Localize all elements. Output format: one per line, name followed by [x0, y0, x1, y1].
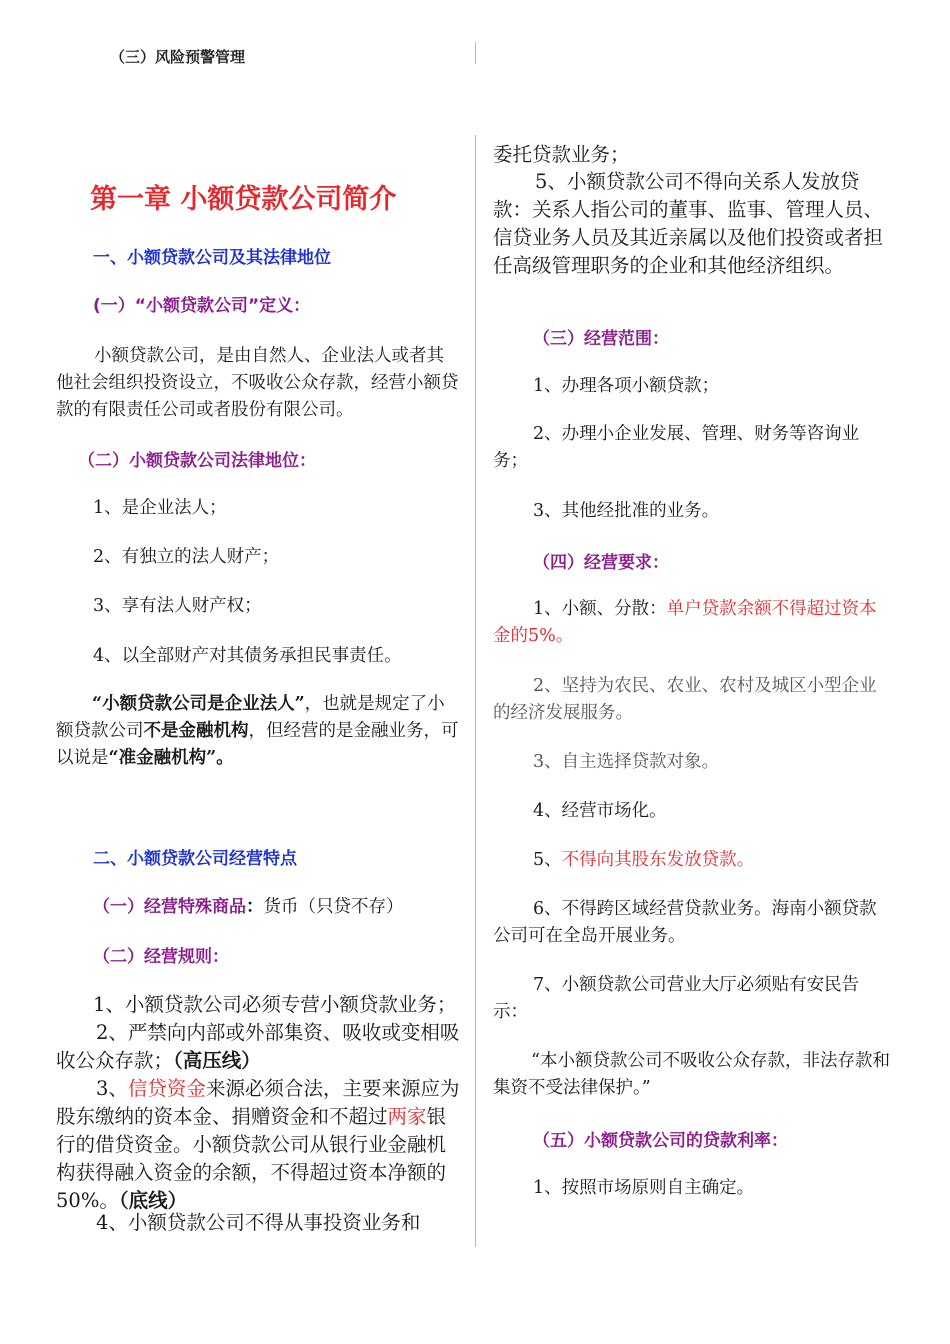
- section-1-title: 一、小额贷款公司及其法律地位: [93, 248, 331, 268]
- rule-tag-bottomline: （底线）: [118, 1189, 188, 1212]
- rule-item: 5、小额贷款公司不得向关系人发放贷款：关系人指公司的董事、监事、管理人员、信贷业务人员及其近亲属以及他们投资或者担任高级管理职务的企业和其他经济组织。: [493, 170, 884, 277]
- requirement-item: 6、不得跨区域经营贷款业务。海南小额贷款公司可在全岛开展业务。: [493, 899, 877, 946]
- subsection-definition-title: (一）“小额贷款公司”定义：: [93, 296, 311, 316]
- scope-item: 3、其他经批准的业务。: [533, 501, 720, 521]
- rule-text: 银行的借贷资金。小额贷款公司从银行业金融机构获得融入资金的余额，不得超过资本净额的50%。: [56, 1105, 447, 1212]
- chapter-title: 第一章 小额贷款公司简介: [90, 184, 397, 215]
- requirement-item: 4、经营市场化。: [533, 801, 667, 821]
- subsection-scope-title: （三）经营范围：: [533, 329, 669, 349]
- requirement-item: 3、自主选择贷款对象。: [533, 752, 720, 772]
- feature-special-goods: [93, 894, 404, 921]
- legal-item: 3、享有法人财产权；: [93, 596, 262, 616]
- feature-colon: ：: [246, 897, 264, 917]
- legal-item: 4、以全部财产对其债务承担民事责任。: [93, 646, 402, 666]
- subsection-rules-title: （二）经营规则：: [93, 947, 229, 967]
- rule-highlight: 信贷资金: [127, 1077, 206, 1100]
- legal-item: 1、是企业法人；: [93, 498, 227, 518]
- notice-quote: “本小额贷款公司不吸收公众存款，非法存款和集资不受法律保护。”: [493, 1051, 890, 1098]
- scope-item: 1、办理各项小额贷款；: [533, 376, 720, 396]
- rule-text: 来源必须合法，主要来源应为股东缴纳的资本金、捐赠资金和不超过: [56, 1077, 460, 1128]
- rule-text: 3、: [96, 1077, 128, 1100]
- rule-item: 1、小额贷款公司必须专营小额贷款业务；: [93, 993, 457, 1016]
- requirement-item: 2、坚持为农民、农业、农村及城区小型企业的经济发展服务。: [493, 676, 877, 723]
- subsection-requirements-title: （四）经营要求：: [533, 553, 669, 573]
- note-text: ，但经营的是金融业务，可以说是: [56, 721, 459, 768]
- requirement-text: 1、小额、分散：: [533, 599, 667, 619]
- requirement-item: [493, 596, 893, 650]
- requirement-item: 7、小额贷款公司营业大厅必须贴有安民告示：: [493, 975, 860, 1022]
- definition-paragraph: 小额贷款公司，是由自然人、企业法人或者其他社会组织投资设立，不吸收公众存款，经营小额贷款的有限责任公司或者股份有限公司。: [56, 346, 459, 420]
- rule-tag-highpressure: （高压线）: [173, 1049, 261, 1072]
- rule-item: [56, 1075, 460, 1215]
- rule-continuation: 委托贷款业务；: [493, 143, 630, 166]
- section-2-title: 二、小额贷款公司经营特点: [93, 849, 297, 869]
- legal-item: 2、有独立的法人财产；: [93, 547, 280, 567]
- rule-text: 2、严禁向内部或外部集资、吸收或变相吸收公众存款；: [56, 1021, 460, 1072]
- note-text: ，也就是规定了小额贷款公司: [56, 694, 445, 741]
- subsection-legal-status-title: （二）小额贷款公司法律地位：: [78, 451, 316, 471]
- rule-item: 4、小额贷款公司不得从事投资业务和: [96, 1211, 421, 1234]
- subsection-rate-title: （五）小额贷款公司的贷款利率：: [533, 1131, 788, 1151]
- rate-item: 1、按照市场原则自主确定。: [533, 1178, 755, 1198]
- legal-note-paragraph: [56, 691, 460, 772]
- rule-highlight: 两家: [387, 1105, 427, 1128]
- scope-item: 2、办理小企业发展、管理、财务等咨询业务；: [493, 424, 860, 471]
- note-emphasis: “准金融机构”。: [108, 748, 234, 768]
- column-divider-top: [475, 42, 476, 64]
- note-emphasis: 不是金融机构: [143, 721, 249, 741]
- column-divider: [475, 135, 476, 1247]
- requirement-text: 5、: [533, 850, 562, 870]
- feature-value: 货币（只贷不存）: [263, 897, 404, 917]
- requirement-highlight: 单户贷款余额不得超过资本金的5%。: [493, 599, 877, 646]
- note-quote: “小额贷款公司是企业法人”: [92, 694, 305, 714]
- requirement-item: [533, 847, 754, 874]
- rule-item: [56, 1019, 460, 1075]
- header-section-title: （三）风险预警管理: [110, 48, 246, 66]
- feature-label: （一）经营特殊商品: [93, 897, 246, 917]
- requirement-highlight: 不得向其股东发放贷款。: [561, 850, 755, 870]
